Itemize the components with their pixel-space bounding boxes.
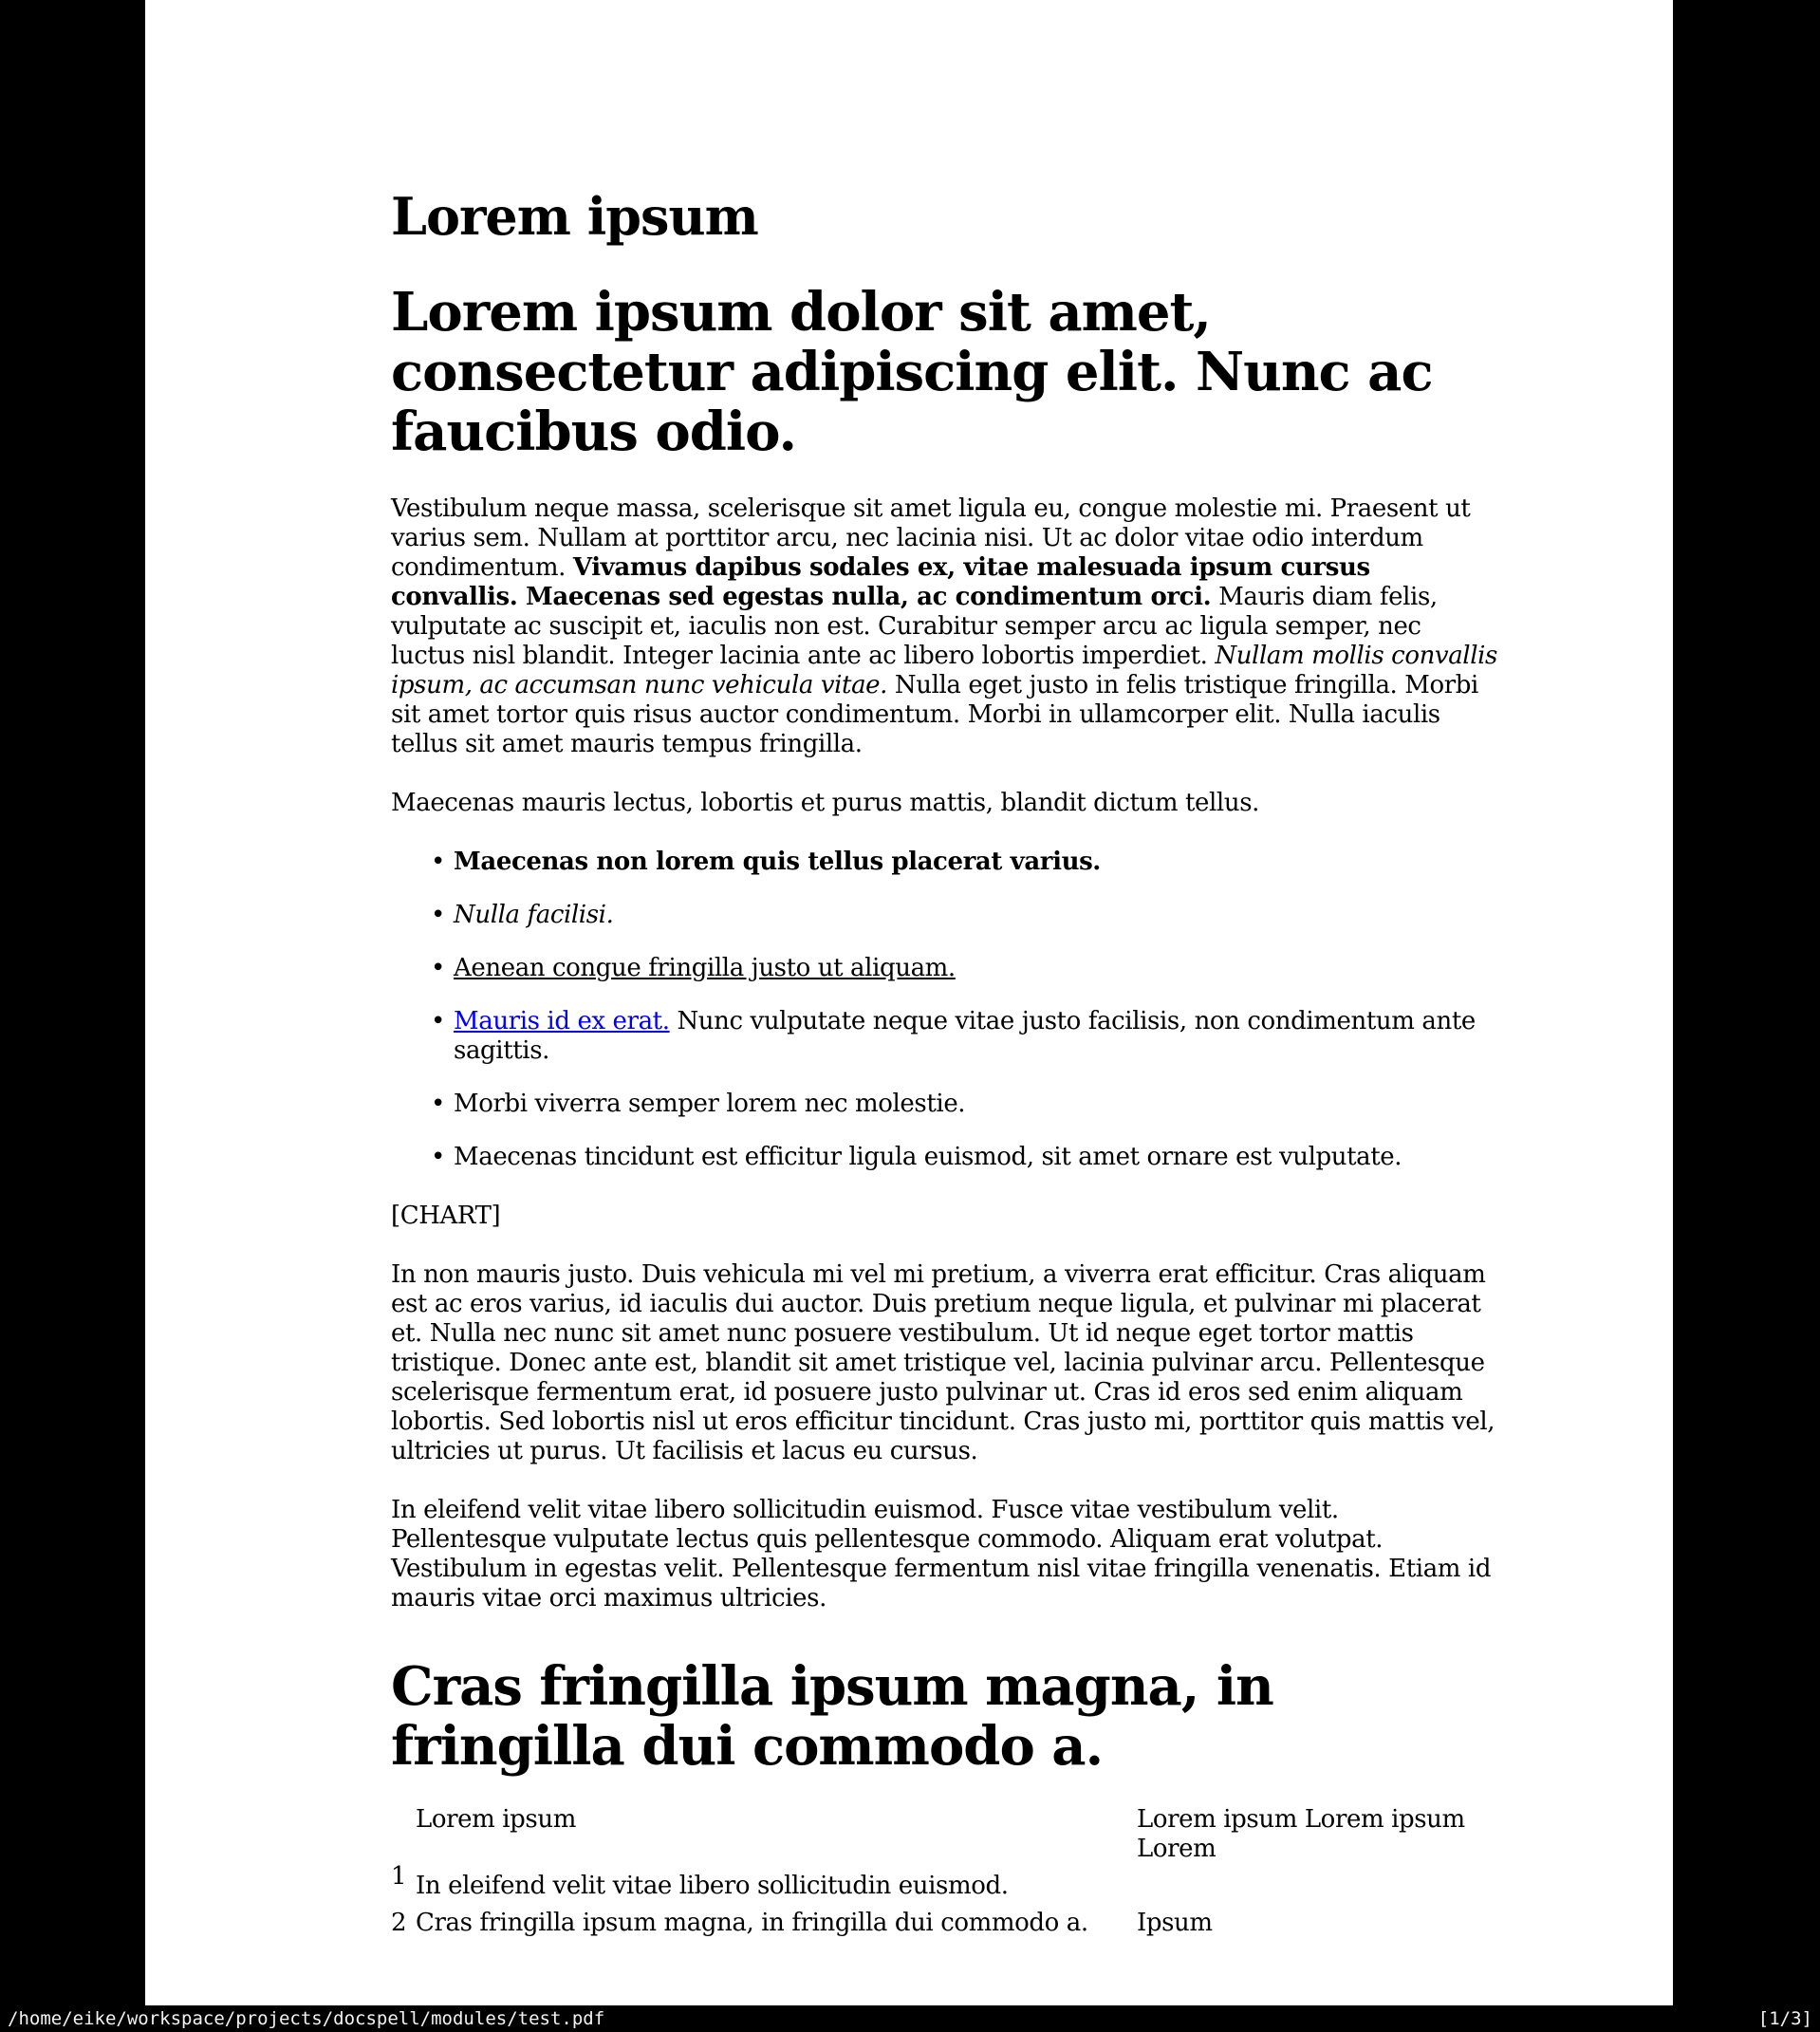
list-item bbox=[431, 1007, 1501, 1066]
document-content bbox=[391, 188, 1501, 1946]
statusbar-file-path: /home/eike/workspace/projects/docspell/modules/test.pdf bbox=[8, 2008, 605, 2029]
section-heading-2 bbox=[391, 1657, 1501, 1777]
table-row bbox=[391, 1909, 1501, 1938]
statusbar bbox=[0, 2005, 1820, 2032]
paragraph-body-1: In non mauris justo. Duis vehicula mi vel mi pretium, a viverra erat efficitur. Cras aliquam est ac eros varius, id iaculis dui auctor. Duis pretium neque ligula, et pulvinar mi placerat et. Nulla nec nunc sit amet nunc posuere vestibulum. Ut id neque eget tortor mattis tristique. Donec ante est, blandit sit amet tristique vel, lacinia pulvinar arcu. Pellentesque scelerisque fermentum erat, id posuere justo pulvinar ut. Cras id eros sed enim aliquam lobortis. Sed lobortis nisl ut eros efficitur tincidunt. Cras justo mi, porttitor quis mattis vel, ultricies ut purus. Ut facilisis et lacus eu cursus. bbox=[391, 1260, 1495, 1465]
footnote-marker: 2 bbox=[391, 1909, 407, 1937]
text-segment: Morbi viverra semper lorem nec molestie. bbox=[454, 1090, 966, 1118]
text-segment: Vestibulum neque massa, scelerisque sit amet ligula eu, congue molestie mi. Praesent ut varius sem. Nullam at porttitor arcu, nec lacinia nisi. Ut ac dolor vitae odio interdum condimentum. bbox=[391, 494, 1471, 582]
table-cell-left: Lorem ipsum bbox=[416, 1805, 576, 1834]
footnote-marker: 1 bbox=[391, 1862, 407, 1891]
table-row bbox=[391, 1805, 1501, 1864]
bullet-icon bbox=[431, 1007, 445, 1036]
pdf-page bbox=[145, 0, 1673, 2005]
table-cell-left: In eleifend velit vitae libero sollicitudin euismod. bbox=[416, 1872, 1009, 1900]
bullet-icon bbox=[431, 848, 445, 877]
document-table bbox=[391, 1805, 1501, 1938]
bullet-icon bbox=[431, 901, 445, 930]
list-item bbox=[431, 1090, 1501, 1119]
text-segment: Nunc vulputate neque vitae justo facilisis, non condimentum ante sagittis. bbox=[454, 1007, 1476, 1065]
table-cell-right: Ipsum bbox=[1137, 1909, 1213, 1937]
statusbar-page-indicator: [1/3] bbox=[1757, 2008, 1812, 2029]
list-item-text bbox=[454, 954, 956, 982]
text-segment: Mauris diam felis, vulputate ac suscipit et, iaculis non est. Curabitur semper arcu ac ligula semper, nec luctus nisl blandit. Integer lacinia ante ac libero lobortis imperdiet. bbox=[391, 583, 1438, 670]
text-line: Cras fringilla ipsum magna, in bbox=[391, 1655, 1273, 1718]
table-cell-right: Lorem ipsum Lorem ipsum Lorem bbox=[1137, 1805, 1465, 1863]
paragraph-lead-list: Maecenas mauris lectus, lobortis et purus mattis, blandit dictum tellus. bbox=[391, 789, 1259, 817]
paragraph-body-2: In eleifend velit vitae libero sollicitudin euismod. Fusce vitae vestibulum velit. Pellentesque vulputate lectus quis pellentesque commodo. Aliquam erat volutpat. Vestibulum in egestas velit. Pellentesque fermentum nisl vitae fringilla venenatis. Etiam id mauris vitae orci maximus ultricies. bbox=[391, 1496, 1492, 1613]
bullet-icon bbox=[431, 1143, 445, 1172]
table-row bbox=[391, 1862, 1501, 1901]
text-segment: Nulla facilisi. bbox=[454, 901, 614, 929]
document-title: Lorem ipsum bbox=[391, 186, 758, 247]
row-marker bbox=[391, 1805, 416, 1864]
chart-placeholder: [CHART] bbox=[391, 1202, 501, 1230]
text-segment: Nullam mollis convallis ipsum, ac accumsan nunc vehicula vitae. bbox=[391, 642, 1497, 699]
list-item-text bbox=[454, 848, 1101, 876]
list-item bbox=[431, 901, 1501, 930]
paragraph-intro bbox=[391, 494, 1501, 759]
bullet-list bbox=[391, 848, 1501, 1172]
text-segment: Maecenas tincidunt est efficitur ligula euismod, sit amet ornare est vulputate. bbox=[454, 1143, 1402, 1171]
list-item bbox=[431, 848, 1501, 877]
bullet-icon bbox=[431, 954, 445, 983]
list-item bbox=[431, 954, 1501, 983]
list-item-text bbox=[454, 1143, 1402, 1171]
section-heading bbox=[391, 283, 1501, 462]
text-line: fringilla dui commodo a. bbox=[391, 1715, 1104, 1778]
list-item-text bbox=[454, 1007, 1476, 1065]
list-item-text bbox=[454, 1090, 965, 1118]
text-segment: Vivamus dapibus sodales ex, vitae malesuada ipsum cursus convallis. Maecenas sed egestas nulla, ac condimentum orci. bbox=[391, 553, 1370, 611]
list-item bbox=[431, 1143, 1501, 1172]
table-cell-right bbox=[1137, 1872, 1469, 1901]
text-segment: Maecenas non lorem quis tellus placerat varius. bbox=[454, 848, 1101, 876]
text-segment: Nulla eget justo in felis tristique fringilla. Morbi sit amet tortor quis risus auctor condimentum. Morbi in ullamcorper elit. Nulla iaculis tellus sit amet mauris tempus fringilla. bbox=[391, 671, 1478, 758]
list-item-text bbox=[454, 901, 613, 929]
text-line: faucibus odio. bbox=[391, 401, 796, 463]
hyperlink[interactable]: Mauris id ex erat. bbox=[454, 1007, 670, 1035]
bullet-icon bbox=[431, 1090, 445, 1119]
text-segment[interactable]: Aenean congue fringilla justo ut aliquam. bbox=[454, 954, 956, 982]
text-line: Lorem ipsum dolor sit amet, bbox=[391, 281, 1211, 344]
text-line: consectetur adipiscing elit. Nunc ac bbox=[391, 341, 1433, 403]
table-cell-left: Cras fringilla ipsum magna, in fringilla dui commodo a. bbox=[416, 1909, 1088, 1937]
